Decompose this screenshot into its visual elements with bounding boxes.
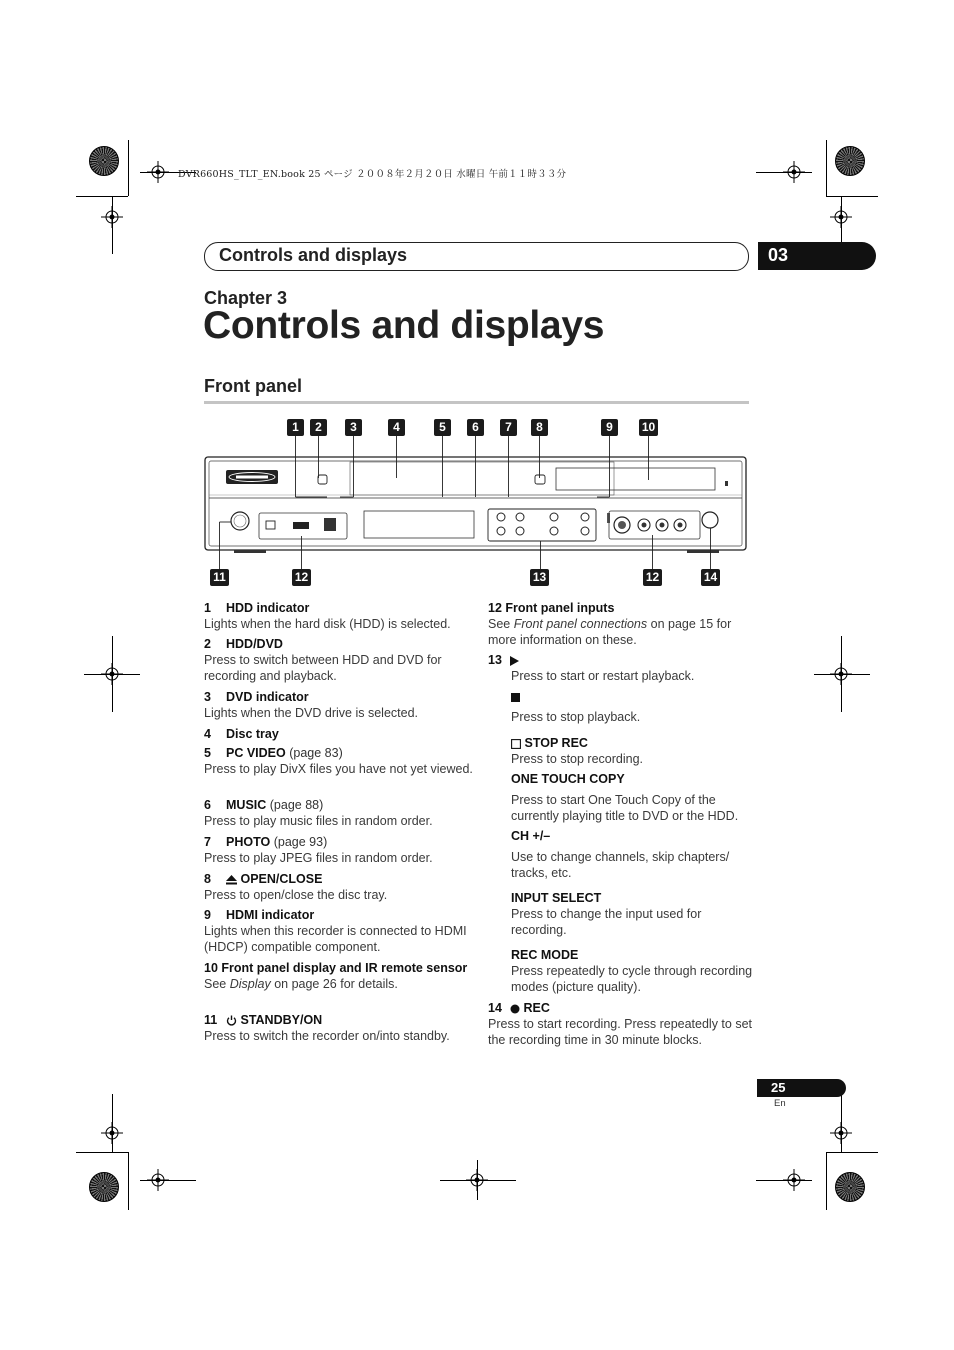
- callout-badge: 6: [467, 419, 484, 436]
- list-item: 13: [488, 652, 758, 668]
- callout-badge: 2: [310, 419, 327, 436]
- section-heading: Front panel: [204, 376, 302, 396]
- registration-sunburst-icon: [835, 146, 865, 176]
- stop-label: [511, 689, 759, 705]
- crosshair-icon: [830, 663, 852, 685]
- list-item: 10 Front panel display and IR remote sensor See Display on page 26 for details.: [204, 961, 468, 991]
- list-item: 2 HDD/DVD Press to switch between HDD and DVD for recording and playback.: [204, 637, 442, 683]
- eject-icon: [226, 875, 237, 885]
- callout-badge: 5: [434, 419, 451, 436]
- registration-sunburst-icon: [835, 1172, 865, 1202]
- callout-badge: 10: [639, 419, 658, 436]
- ch-title: CH +/–: [511, 829, 551, 843]
- page-title: Controls and displays: [203, 304, 605, 347]
- callout-badge: 11: [210, 569, 229, 586]
- registration-sunburst-icon: [89, 1172, 119, 1202]
- crosshair-icon: [830, 1122, 852, 1144]
- list-item: 12 Front panel inputs See Front panel connections on page 15 for more information on these.: [488, 601, 732, 647]
- stop-icon: [511, 693, 520, 702]
- front-panel-illustration: [204, 455, 749, 555]
- play-description: Press to start or restart playback.: [511, 669, 695, 683]
- chapter-label: Chapter 3: [204, 288, 288, 308]
- callout-badge: 4: [388, 419, 405, 436]
- crosshair-icon: [101, 206, 123, 228]
- item-list-left: [204, 600, 474, 1050]
- section-header-title: Controls and displays: [219, 245, 408, 265]
- crosshair-icon: [101, 663, 123, 685]
- list-item: 4 Disc tray: [204, 727, 279, 741]
- list-item: 3 DVD indicator Lights when the DVD drive is selected.: [204, 690, 418, 720]
- callout-badge: 9: [601, 419, 618, 436]
- power-icon: [226, 1015, 237, 1026]
- input-select-description: Press to change the input used for recording.: [511, 907, 702, 937]
- rec-mode-title: REC MODE: [511, 948, 579, 962]
- crosshair-icon: [783, 161, 805, 183]
- list-item: 1 HDD indicator Lights when the hard disk (HDD) is selected.: [204, 601, 451, 631]
- list-item: 5 PC VIDEO (page 83) Press to play DivX files you have not yet viewed.: [204, 746, 473, 776]
- section-rule: [204, 401, 749, 404]
- page-number-tab: [757, 1079, 846, 1097]
- stop-rec-title: STOP REC: [511, 735, 759, 751]
- list-item: 7 PHOTO (page 93) Press to play JPEG files in random order.: [204, 835, 433, 865]
- list-item: 14 REC Press to start recording. Press repeatedly to set the recording time in 30 minute blocks.: [488, 1001, 753, 1047]
- input-select-title: INPUT SELECT: [511, 891, 602, 905]
- crosshair-icon: [101, 1122, 123, 1144]
- item-list-right: [488, 600, 758, 1050]
- section-header: [204, 242, 749, 271]
- crosshair-icon: [466, 1169, 488, 1191]
- callout-badge: 13: [530, 569, 549, 586]
- callout-badge: 8: [531, 419, 548, 436]
- chapter-number: 03: [768, 245, 789, 265]
- callout-badge: 12: [643, 569, 662, 586]
- callout-badge: 14: [701, 569, 720, 586]
- list-item: 9 HDMI indicator Lights when this recorder is connected to HDMI (HDCP) compatible component.: [204, 908, 467, 954]
- list-item: 6 MUSIC (page 88) Press to play music files in random order.: [204, 798, 433, 828]
- crosshair-icon: [830, 206, 852, 228]
- ch-description: Use to change channels, skip chapters/ tracks, etc.: [511, 850, 730, 880]
- rec-mode-description: Press repeatedly to cycle through recording modes (picture quality).: [511, 964, 753, 994]
- callout-badge: 1: [287, 419, 304, 436]
- play-icon: [510, 656, 519, 666]
- list-item: 11 STANDBY/ON Press to switch the recorder on/into standby.: [204, 1013, 450, 1043]
- stop-rec-icon: [511, 739, 521, 749]
- crosshair-icon: [783, 1169, 805, 1191]
- chapter-number-tab: [758, 242, 876, 270]
- crosshair-icon: [147, 161, 169, 183]
- page-number: 25: [771, 1080, 786, 1095]
- stop-description: Press to stop playback.: [511, 710, 641, 724]
- registration-sunburst-icon: [89, 146, 119, 176]
- callout-badge: 7: [500, 419, 517, 436]
- list-item: 8 OPEN/CLOSE Press to open/close the disc tray.: [204, 872, 388, 902]
- crosshair-icon: [147, 1169, 169, 1191]
- brand-logo: [226, 470, 278, 484]
- callout-badge: 3: [345, 419, 362, 436]
- language-code: En: [774, 1098, 786, 1109]
- stop-rec-description: Press to stop recording.: [511, 752, 644, 766]
- rec-dot-icon: [510, 1004, 520, 1014]
- file-header: DVR660HS_TLT_EN.book 25 ページ ２００８年２月２０日 水曜日 午前１１時３３分: [178, 169, 567, 180]
- one-touch-copy-title: ONE TOUCH COPY: [511, 772, 625, 786]
- callout-badge: 12: [292, 569, 311, 586]
- one-touch-copy-description: Press to start One Touch Copy of the currently playing title to DVD or the HDD.: [511, 793, 739, 823]
